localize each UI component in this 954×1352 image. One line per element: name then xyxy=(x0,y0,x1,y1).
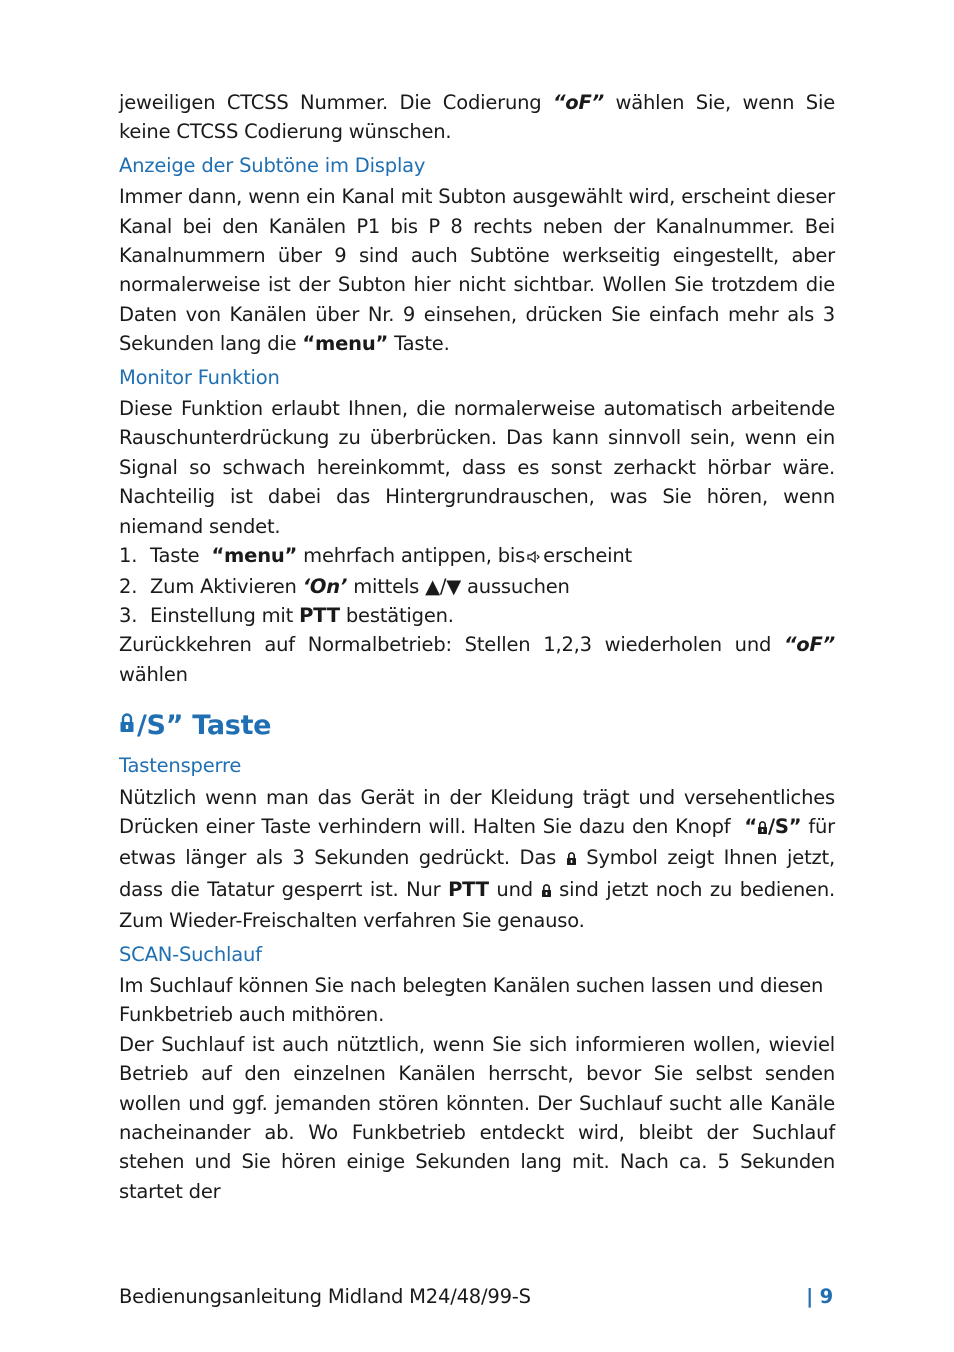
key-quote: “ xyxy=(744,814,757,838)
lock-text-e: sind jetzt noch zu bedienen. Zum Wieder-Freischalten verfahren Sie genauso. xyxy=(119,877,835,933)
lock-icon xyxy=(541,877,552,906)
step-number: 3. xyxy=(119,603,138,627)
return-paragraph xyxy=(119,630,835,689)
scan-heading: SCAN-Suchlauf xyxy=(119,942,262,966)
lock-text-a: Nützlich wenn man das Gerät in der Kleidung trägt und versehentliches Drücken einer Taste verhindern will. Halten Sie dazu den Knopf xyxy=(119,785,841,838)
page-number: | 9 xyxy=(806,1285,833,1308)
step-text: Zum Aktivieren xyxy=(150,574,303,598)
on-label: ‘On’ xyxy=(302,574,348,598)
ptt-label: PTT xyxy=(448,877,489,901)
section-title xyxy=(119,709,835,743)
step-text: mittels xyxy=(347,574,426,598)
step-text: Taste xyxy=(150,544,212,568)
intro-paragraph xyxy=(119,88,835,147)
lock-text-c: Symbol zeigt Ihnen jetzt, dass die Tatatur gesperrt ist. Nur xyxy=(119,846,835,901)
return-text-b: wählen xyxy=(119,662,188,686)
step-number: 1. xyxy=(119,544,138,568)
lock-text-d: und xyxy=(488,877,541,901)
lock-text-b: für etwas länger als 3 Sekunden gedrückt. Das xyxy=(119,814,835,870)
lock-heading: Tastensperre xyxy=(119,754,242,778)
step-text: mehrfach antippen, bis xyxy=(297,544,526,568)
step-1 xyxy=(119,541,835,571)
up-down-arrows-icon: ▲/▼ xyxy=(425,574,462,598)
subtone-heading: Anzeige der Subtöne im Display xyxy=(119,153,426,177)
footer-title: Bedienungsanleitung Midland M24/48/99-S xyxy=(119,1285,531,1308)
step-text: Einstellung mit xyxy=(150,603,300,627)
lock-icon xyxy=(757,814,768,843)
key-label: /S” xyxy=(767,814,802,838)
return-text-a: Zurückkehren auf Normalbetrieb: Stellen 1,2,3 wiederholen und xyxy=(119,633,784,657)
step-text: erscheint xyxy=(543,544,632,568)
subtone-paragraph xyxy=(119,182,835,358)
monitor-steps xyxy=(119,541,835,630)
step-text: bestätigen. xyxy=(339,603,454,627)
menu-key-label: “menu” xyxy=(302,332,389,356)
step-3 xyxy=(119,601,835,630)
subtone-text-b: Taste. xyxy=(388,332,450,356)
lock-icon xyxy=(566,845,577,874)
monitor-paragraph: Diese Funktion erlaubt Ihnen, die normalerweise automatisch arbeitende Rauschunterdrückung zu überbrücken. Das kann sinnvoll sein, wenn ein Signal so schwach hereinkommt, dass es sonst zerhackt hörbar wäre. Nachteilig ist dabei das Hintergrundrauschen, was Sie hören, wenn niemand sendet. xyxy=(119,397,835,538)
page-content xyxy=(119,88,841,1206)
section-title-text: /S” Taste xyxy=(137,710,272,742)
code-of: “oF” xyxy=(783,633,835,657)
monitor-heading: Monitor Funktion xyxy=(119,365,280,389)
code-of: “oF” xyxy=(552,91,604,114)
scan-paragraph-2: Der Suchlauf ist auch nütztlich, wenn Sie sich informieren wollen, wieviel Betrieb auf den einzelnen Kanälen herrscht, bevor Sie selbst senden wollen und ggf. jemanden stören könnten. Der Suchlauf sucht alle Kanäle nacheinander ab. Wo Funkbetrieb entdeckt wird, bleibt der Suchlauf stehen und Sie hören einige Sekunden lang mit. Nach ca. 5 Sekunden startet der xyxy=(119,1032,835,1203)
scan-paragraph-1: Im Suchlauf können Sie nach belegten Kanälen suchen lassen und diesen Funkbetrieb auch mithören. xyxy=(119,973,824,1027)
intro-text-a: jeweiligen CTCSS Nummer. Die Codierung xyxy=(119,91,553,114)
subtone-text-a: Immer dann, wenn ein Kanal mit Subton ausgewählt wird, erscheint dieser Kanal bei den Kanälen P1 bis P 8 rechts neben der Kanalnummer. Bei Kanalnummern über 9 sind auch Subtöne werkseitig eingestellt, aber normalerweise ist der Subton hier nicht sichtbar. Wollen Sie trotzdem die Daten von Kanälen über Nr. 9 einsehen, drücken Sie einfach mehr als 3 Sekunden lang die xyxy=(119,185,835,356)
footer xyxy=(119,1284,835,1310)
lock-paragraph xyxy=(119,783,841,936)
intro-text-b: wählen Sie, wenn Sie keine CTCSS Codierung wünschen. xyxy=(119,91,835,144)
menu-key-label: “menu” xyxy=(211,544,298,568)
lock-icon xyxy=(119,709,135,743)
ptt-label: PTT xyxy=(299,603,340,627)
step-text: aussuchen xyxy=(461,574,570,598)
speaker-icon xyxy=(527,542,540,571)
step-number: 2. xyxy=(119,574,138,598)
step-2 xyxy=(119,572,835,601)
